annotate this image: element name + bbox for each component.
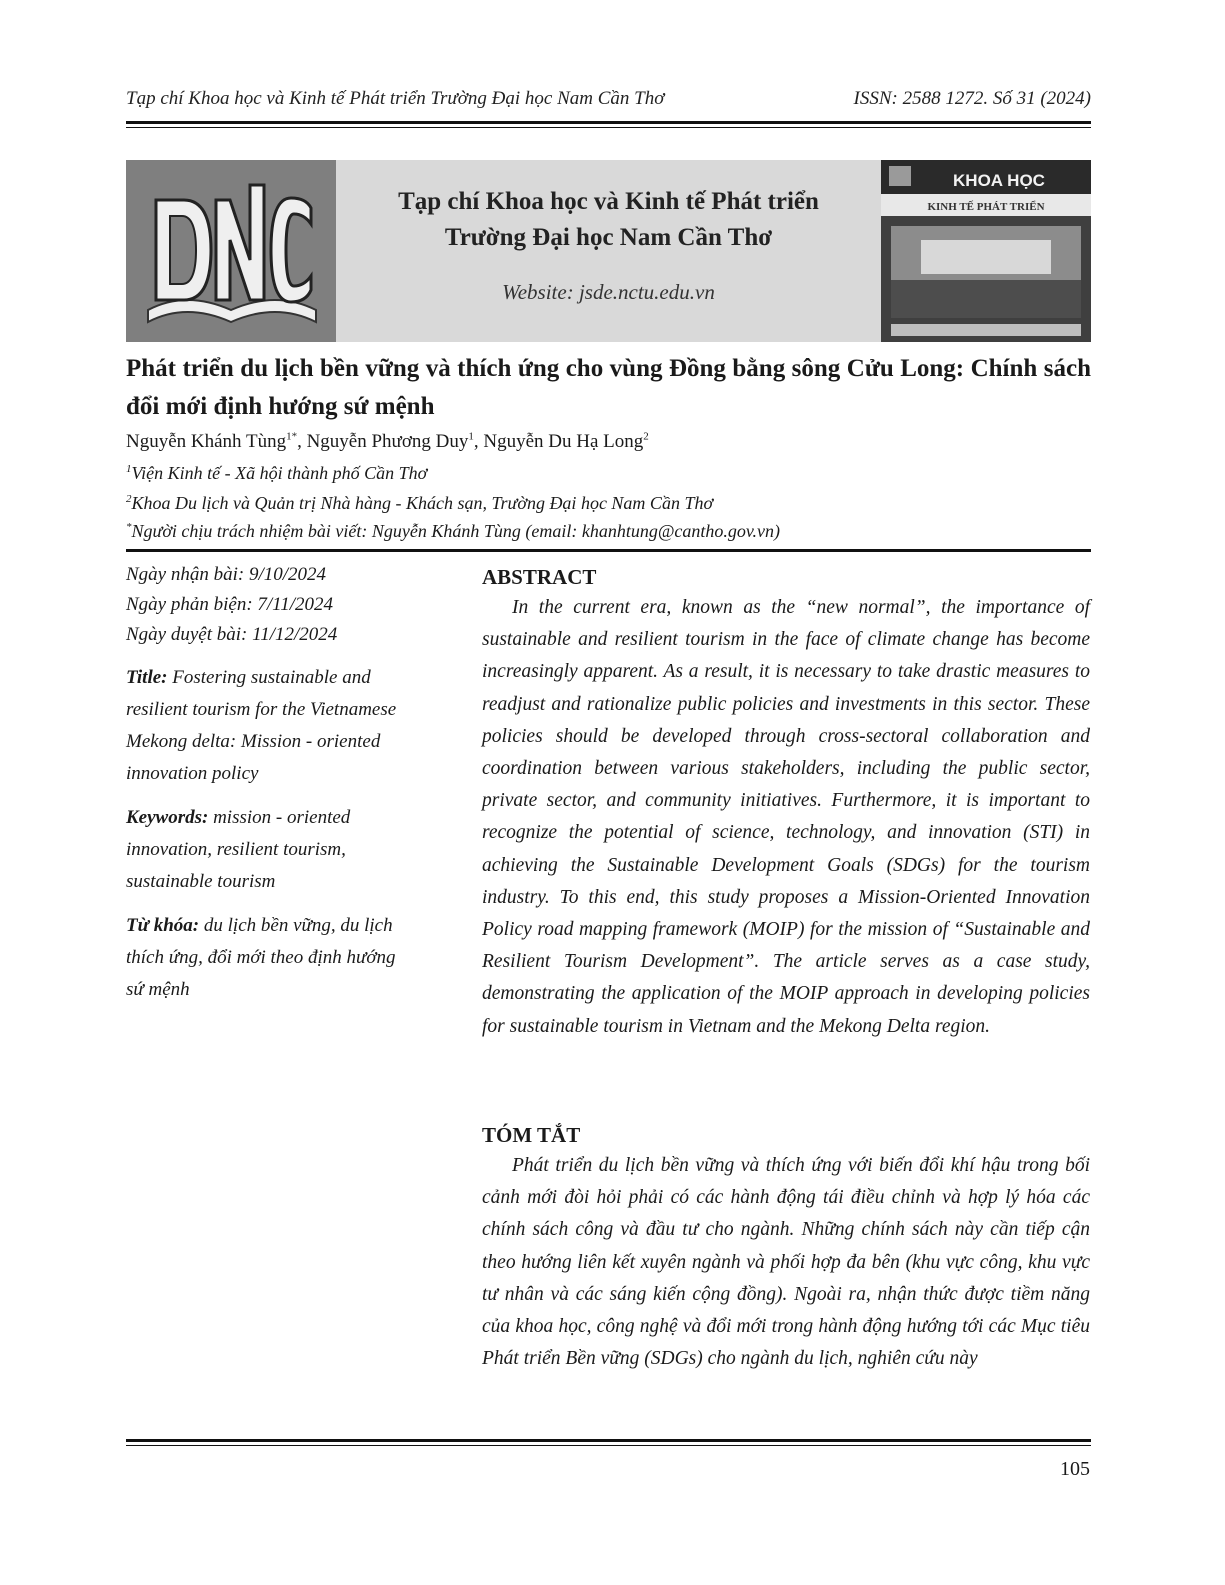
banner-title-line2: Trường Đại học Nam Cần Thơ (444, 224, 773, 251)
tomtat-text: Phát triển du lịch bền vững và thích ứng với biến đổi khí hậu trong bối cảnh mới đòi hỏi phải có các hành động tái điều chỉnh và hợp lý hóa các chính sách công và đầu tư cho ngành. Những chính sách này cần tiếp cận theo hướng liên kết xuyên ngành và phối hợp đa bên (khu vực công, khu vực tư nhân và các sáng kiến cộng đồng). Ngoài ra, nhận thức được tiềm năng của khoa học, công nghệ và đổi mới trong hành động hướng tới các Mục tiêu Phát triển Bền vững (SDGs) cho ngành du lịch, nghiên cứu này (482, 1155, 1090, 1370)
english-title-value: Fostering sustainable and resilient tourism for the Vietnamese Mekong delta: Mission - oriented innovation policy (126, 667, 397, 784)
author-affiliation-mark: 2 (643, 430, 649, 443)
cover-title-text: KHOA HỌC (953, 171, 1045, 190)
journal-logo (126, 160, 336, 342)
received-date: Ngày nhận bài: 9/10/2024 (126, 564, 327, 585)
footer-rule-thick (126, 1439, 1091, 1442)
affiliation-mark: * (126, 521, 132, 533)
tukhoa-block (126, 910, 416, 1006)
abstract-section (482, 562, 1090, 1043)
author-affiliation-mark: 1* (286, 430, 298, 443)
affiliation-mark: 1 (126, 463, 132, 475)
keywords-label: Keywords: (126, 807, 209, 828)
article-info-sidebar (126, 560, 416, 1018)
affiliation-1 (126, 460, 427, 486)
corresponding-author (126, 518, 780, 544)
affiliation-2 (126, 490, 713, 516)
banner-text (336, 160, 881, 342)
accepted-date: Ngày duyệt bài: 11/12/2024 (126, 624, 338, 645)
banner-title (336, 184, 881, 256)
banner-title-line1: Tạp chí Khoa học và Kinh tế Phát triển (398, 188, 819, 215)
author-name: Nguyễn Khánh Tùng (126, 431, 287, 452)
keywords-value: mission - oriented innovation, resilient tourism, sustainable tourism (126, 807, 351, 892)
journal-name-header: Tạp chí Khoa học và Kinh tế Phát triển Trường Đại học Nam Cần Thơ (126, 88, 665, 109)
journal-cover-image (881, 160, 1091, 342)
english-title-label: Title: (126, 667, 168, 688)
english-title-block (126, 662, 416, 790)
author-name: Nguyễn Du Hạ Long (483, 431, 644, 452)
journal-banner (126, 160, 1091, 342)
header-rule-thin (126, 127, 1091, 128)
running-header (126, 88, 1091, 110)
footer-rule-thin (126, 1445, 1091, 1446)
affiliation-text: Khoa Du lịch và Quản trị Nhà hàng - Khách sạn, Trường Đại học Nam Cần Thơ (131, 493, 714, 513)
article-title: Phát triển du lịch bền vững và thích ứng cho vùng Đồng bằng sông Cửu Long: Chính sách đổi mới định hướng sứ mệnh (126, 355, 1091, 420)
cover-subtitle-text: KINH TẾ PHÁT TRIỂN (927, 201, 1045, 213)
issn-header: ISSN: 2588 1272. Số 31 (2024) (853, 88, 1091, 109)
author-name: Nguyễn Phương Duy (306, 431, 469, 452)
page-number: 105 (1060, 1458, 1090, 1480)
author-affiliation-mark: 1 (468, 430, 474, 443)
tukhoa-value: du lịch bền vững, du lịch thích ứng, đổi mới theo định hướng sứ mệnh (126, 915, 396, 1000)
abstract-text: In the current era, known as the “new normal”, the importance of sustainable and resilient tourism in the face of climate change has become increasingly apparent. As a result, it is necessary to take drastic measures to readjust and rationalize public policies and investments in this sector. These policies should be developed through cross-sectoral collaboration and coordination between various stakeholders, including the public sector, private sector, and community initiatives. Furthermore, it is important to recognize the potential of science, technology, and innovation (STI) in achieving the Sustainable Development Goals (SDGs) for the tourism industry. To this end, this study proposes a Mission-Oriented Innovation Policy road mapping framework (MOIP) for the mission of “Sustainable and Resilient Tourism Development”. The article serves as a case study, demonstrating the application of the MOIP approach in developing policies for sustainable tourism in Vietnam and the Mekong Delta region. (482, 597, 1090, 1037)
author-list: Nguyễn Khánh Tùng$^{1*}$, Nguyễn Phương Duy$^1$, Nguyễn Du Hạ Long$^2$ (126, 430, 649, 452)
keywords-block (126, 802, 416, 898)
reviewed-date: Ngày phản biện: 7/11/2024 (126, 594, 334, 615)
abstract-heading: ABSTRACT (482, 565, 597, 589)
affiliation-text: Người chịu trách nhiệm bài viết: Nguyễn Khánh Tùng (email: khanhtung@cantho.gov.vn) (131, 521, 781, 541)
article-dates (126, 560, 416, 650)
tomtat-heading: TÓM TẮT (482, 1123, 581, 1147)
section-rule (126, 549, 1091, 552)
affiliation-text: Viện Kinh tế - Xã hội thành phố Cần Thơ (131, 463, 428, 483)
affiliation-mark: 2 (126, 493, 132, 505)
tomtat-section (482, 1120, 1090, 1375)
journal-website[interactable]: Website: jsde.nctu.edu.vn (502, 280, 715, 304)
tukhoa-label: Từ khóa: (126, 915, 200, 936)
header-rule-thick (126, 121, 1091, 124)
